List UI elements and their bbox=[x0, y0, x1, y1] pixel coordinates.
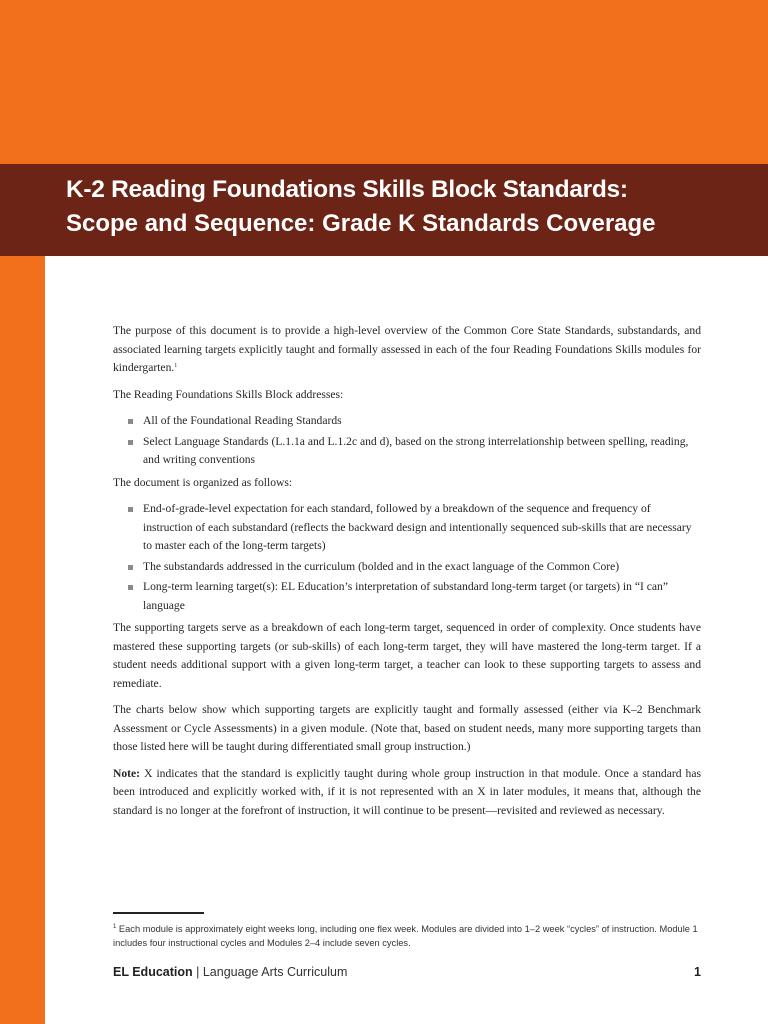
main-content bbox=[113, 322, 701, 828]
note-text: X indicates that the standard is explicitly taught during whole group instruction in that module. Once a standard has been introduced and explicitly worked with, if it is not represented with an X in later modules, it means that, although the standard is no longer at the forefront of instruction, it will continue to be present—revisited and reviewed as necessary. bbox=[113, 766, 701, 817]
list-item bbox=[113, 500, 701, 556]
note-label: Note: bbox=[113, 766, 141, 780]
list-item bbox=[113, 433, 701, 470]
list-item-text: Select Language Standards (L.1.1a and L.1.2c and d), based on the strong interrelationship between spelling, reading, and writing conventions bbox=[143, 434, 689, 466]
footnote-text: Each module is approximately eight weeks long, including one flex week. Modules are divided into 1–2 week “cycles” of instruction. Module 1 includes four instructional cycles and Modules 2–4 include seven cycles. bbox=[113, 924, 698, 948]
top-orange-band bbox=[0, 0, 768, 164]
footnote-divider bbox=[113, 912, 204, 914]
charts-paragraph: The charts below show which supporting targets are explicitly taught and formally assessed (either via K–2 Benchmark Assessment or Cycle Assessments) in a given module. (Note that, based on student needs, many more supporting targets than those listed here will be taught during differentiated small group instruction.) bbox=[113, 703, 701, 753]
footer-separator: | bbox=[192, 965, 203, 979]
page-number: 1 bbox=[694, 965, 701, 979]
intro-paragraph bbox=[113, 322, 701, 378]
list-item-text: End-of-grade-level expectation for each standard, followed by a breakdown of the sequence and frequency of instruction of each substandard (reflects the backward design and intentionally sequenced sub-skills that are necessary to master each of the long-term targets) bbox=[143, 502, 692, 552]
footnote-marker: 1 bbox=[113, 924, 117, 930]
organized-heading: The document is organized as follows: bbox=[113, 475, 293, 489]
intro-text: The purpose of this document is to provide a high-level overview of the Common Core State Standards, substandards, and associated learning targets explicitly taught and formally assessed in each of the four Reading Foundations Skills modules for kindergarten. bbox=[113, 324, 701, 374]
square-bullet-icon bbox=[128, 585, 133, 590]
el-education-logo: EL Education bbox=[113, 965, 193, 979]
list-item-text: Long-term learning target(s): EL Education’s interpretation of substandard long-term target (or targets) in “I can” language bbox=[143, 580, 668, 612]
organized-list bbox=[113, 500, 701, 615]
left-orange-bar bbox=[0, 256, 45, 1024]
list-item-text: All of the Foundational Reading Standards bbox=[143, 414, 342, 427]
note-paragraph bbox=[113, 765, 701, 821]
page-title: K-2 Reading Foundations Skills Block Standards: bbox=[66, 176, 628, 203]
footer-curriculum: Language Arts Curriculum bbox=[202, 965, 348, 979]
footnote-ref: 1 bbox=[174, 363, 178, 369]
list-item bbox=[113, 578, 701, 615]
footnote bbox=[113, 923, 703, 950]
page-subtitle: Scope and Sequence: Grade K Standards Coverage bbox=[66, 210, 656, 237]
supporting-targets-paragraph: The supporting targets serve as a breakdown of each long-term target, sequenced in order of complexity. Once students have mastered these supporting targets (or sub-skills) of each long-term target, they will have mastered the long-term target. If a student needs additional support with a given long-term target, a teacher can look to these supporting targets to assess and remediate. bbox=[113, 621, 701, 690]
square-bullet-icon bbox=[128, 419, 133, 424]
list-item-text: The substandards addressed in the curriculum (bolded and in the exact language of the Common Core) bbox=[143, 559, 620, 573]
square-bullet-icon bbox=[128, 565, 133, 570]
addresses-list bbox=[113, 412, 701, 470]
page-footer bbox=[113, 965, 701, 979]
square-bullet-icon bbox=[128, 507, 133, 512]
square-bullet-icon bbox=[128, 440, 133, 445]
list-item bbox=[113, 412, 701, 431]
addresses-heading: The Reading Foundations Skills Block addresses: bbox=[113, 387, 344, 401]
list-item bbox=[113, 558, 701, 577]
